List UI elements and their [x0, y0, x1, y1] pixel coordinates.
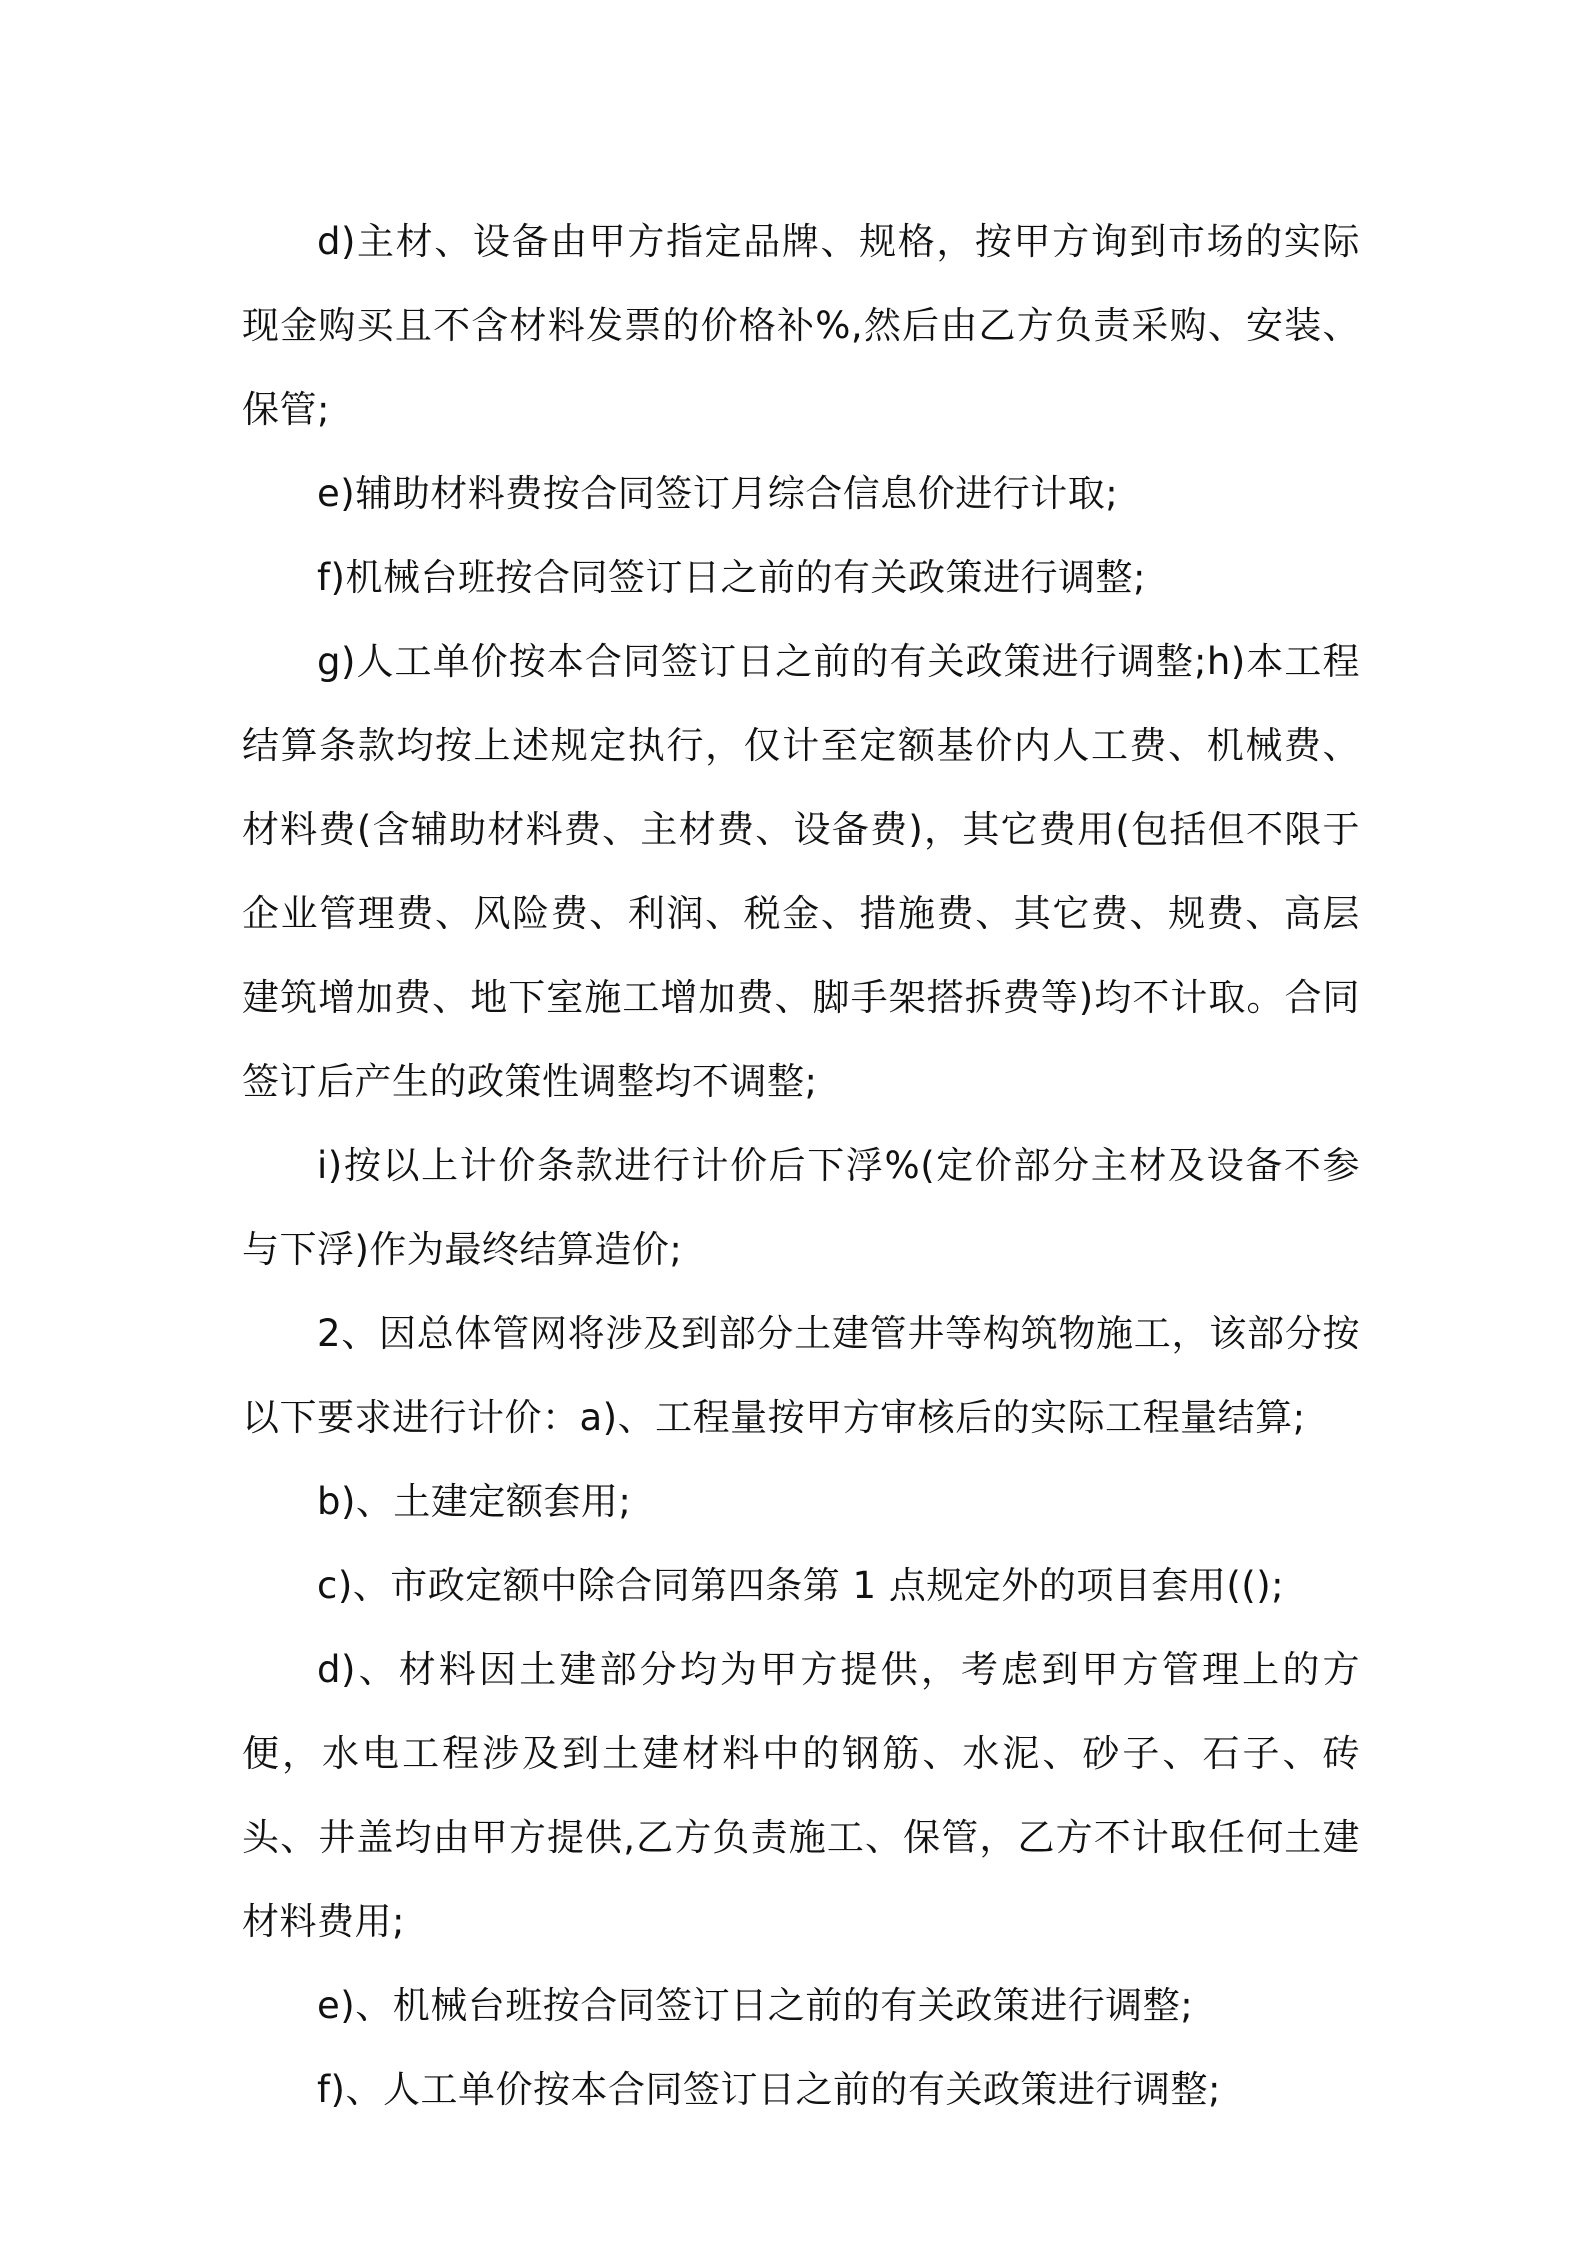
paragraph-main-material: d)主材、设备由甲方指定品牌、规格，按甲方询到市场的实际现金购买且不含材料发票的价格补%,然后由乙方负责采购、安装、保管; [242, 220, 1360, 431]
paragraph-auxiliary-material: e)辅助材料费按合同签订月综合信息价进行计取; [317, 472, 1119, 515]
paragraph-civil-quota: b)、土建定额套用; [317, 1480, 632, 1523]
paragraph-machine-shift-adjust: e)、机械台班按合同签订日之前的有关政策进行调整; [317, 1984, 1194, 2027]
document-body [242, 200, 1360, 2132]
paragraph-price-reduction: i)按以上计价条款进行计价后下浮%(定价部分主材及设备不参与下浮)作为最终结算造价; [242, 1144, 1360, 1271]
paragraph-civil-works: 2、因总体管网将涉及到部分土建管井等构筑物施工，该部分按以下要求进行计价：a)、工程量按甲方审核后的实际工程量结算; [242, 1312, 1360, 1439]
paragraph-municipal-quota: c)、市政定额中除合同第四条第 1 点规定外的项目套用((); [317, 1564, 1285, 1607]
paragraph-labor-price: g)人工单价按本合同签订日之前的有关政策进行调整;h)本工程结算条款均按上述规定执行，仅计至定额基价内人工费、机械费、材料费(含辅助材料费、主材费、设备费)，其它费用(包括但不限于企业管理费、风险费、利润、税金、措施费、其它费、规费、高层建筑增加费、地下室施工增加费、脚手架搭拆费等)均不计取。合同签订后产生的政策性调整均不调整; [242, 640, 1360, 1103]
paragraph-labor-price-adjust: f)、人工单价按本合同签订日之前的有关政策进行调整; [317, 2068, 1221, 2111]
paragraph-material-supply: d)、材料因土建部分均为甲方提供，考虑到甲方管理上的方便，水电工程涉及到土建材料中的钢筋、水泥、砂子、石子、砖头、井盖均由甲方提供,乙方负责施工、保管，乙方不计取任何土建材料费用; [242, 1648, 1360, 1943]
paragraph-machine-shift: f)机械台班按合同签订日之前的有关政策进行调整; [317, 556, 1146, 599]
